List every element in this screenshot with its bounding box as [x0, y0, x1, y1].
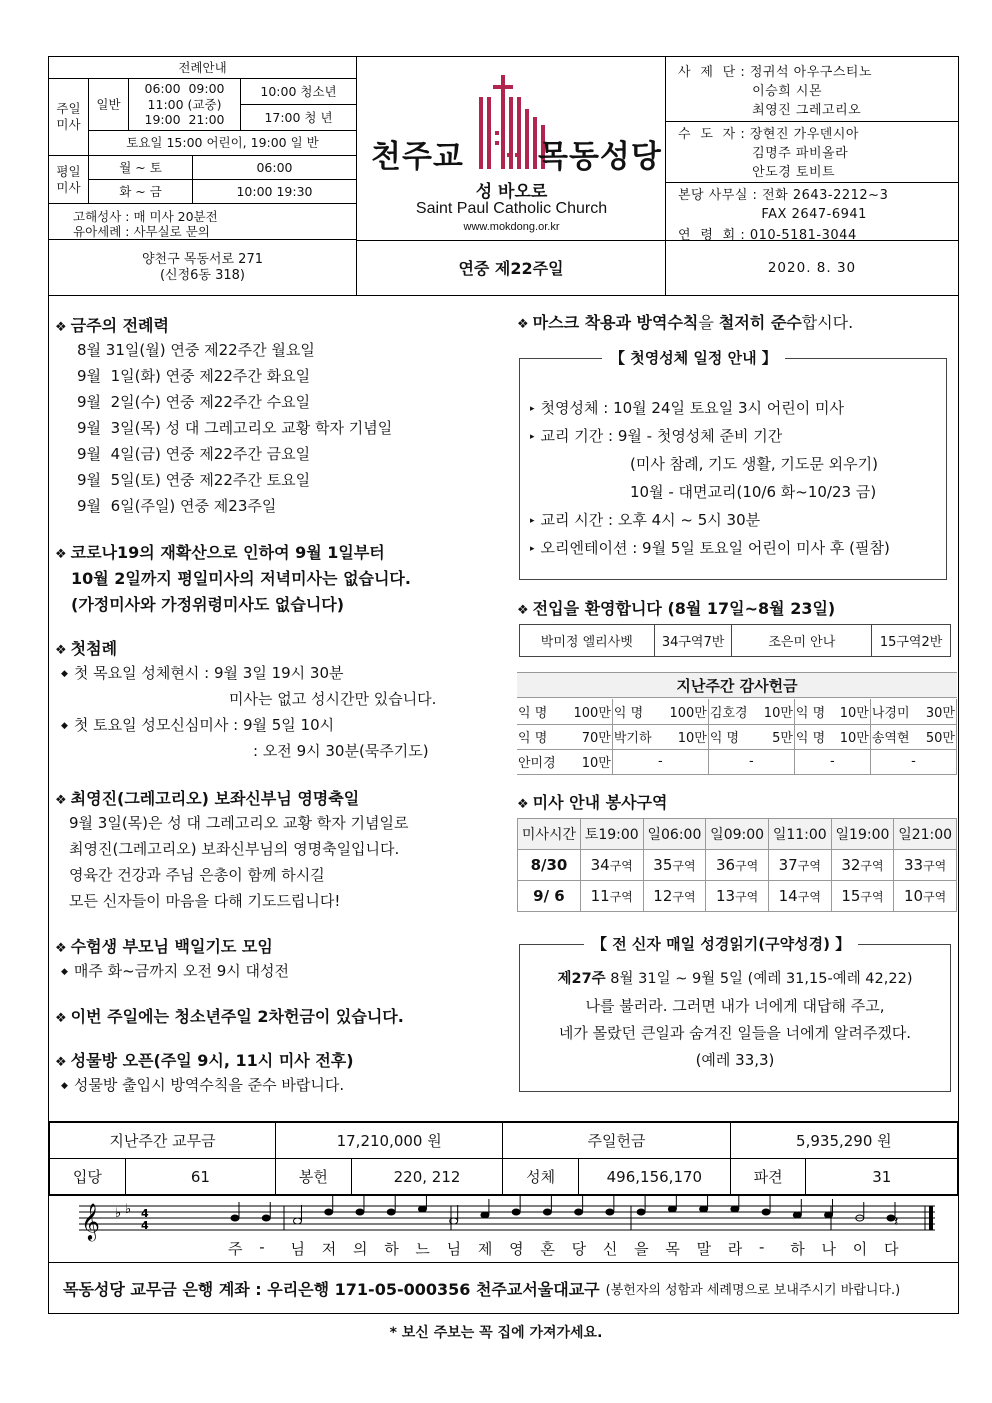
sunday-offering-label: 주일헌금 [503, 1123, 730, 1159]
music-note [356, 1209, 364, 1215]
youth-collection-notice: ❖ 이번 주일에는 청소년주일 2차헌금이 있습니다. [55, 1007, 404, 1026]
donor-name: - [708, 749, 794, 774]
covid-notice-line: 10월 2일까지 평일미사의 저녁미사는 없습니다. [71, 569, 411, 588]
music-note [825, 1212, 833, 1218]
welcome-zone: 34구역7반 [654, 625, 732, 657]
calendar-item: 9월 4일(금) 연중 제22주간 금요일 [77, 445, 311, 463]
donor-name: 익 명 [612, 699, 660, 724]
entrance-label: 입당 [50, 1159, 126, 1195]
communion-note: 10월 - 대면교리(10/6 화~10/23 금) [630, 483, 877, 501]
finance-table [49, 1122, 958, 1195]
fund-value: 17,210,000 원 [276, 1123, 503, 1159]
gift-shop-item: ◆ 성물방 출입시 방역수칙을 준수 바랍니다. [61, 1076, 345, 1094]
service-zone: 14구역 [768, 881, 831, 912]
donor-name: 익 명 [794, 724, 832, 749]
donation-amount: 30만 [919, 699, 957, 724]
patron-saint: 성 바오로 [475, 182, 548, 202]
music-note [700, 1206, 708, 1212]
feast-day-line: 최영진(그레고리오) 보좌신부님의 영명축일입니다. [69, 840, 400, 858]
calendar-item: 9월 3일(목) 성 대 그레고리오 교황 학자 기념일 [77, 419, 393, 437]
donation-amount: 70만 [565, 724, 613, 749]
music-note [418, 1206, 426, 1212]
bible-reading-range: 제27주 8월 31일 ~ 9월 5일 (예레 31,15-예레 42,22) [557, 971, 913, 987]
service-header-cell: 미사시간 [518, 819, 581, 850]
svg-text:𝄽: 𝄽 [894, 1214, 899, 1230]
take-home-note: * 보신 주보는 꼭 집에 가져가세요. [389, 1325, 603, 1341]
bible-reading-title: 【 전 신자 매일 성경읽기(구약성경) 】 [584, 933, 858, 954]
offering-table [517, 699, 957, 775]
exam-prayer-item: ◆ 매주 화~금까지 오전 9시 대성전 [61, 962, 289, 980]
first-devotion-item: ◆ 첫 토요일 성모신심미사 : 9월 5일 10시 [61, 716, 335, 734]
first-devotion-note: : 오전 9시 30분(묵주기도) [253, 742, 429, 760]
service-header-row [518, 819, 957, 850]
service-row [518, 881, 957, 912]
church-english-name: Saint Paul Catholic Church [415, 200, 608, 217]
svg-text:4: 4 [141, 1219, 149, 1232]
communion-item: ▸ 첫영성체 : 10월 24일 토요일 3시 어린이 미사 [530, 399, 845, 417]
music-note [731, 1206, 739, 1212]
bulletin-page [48, 56, 959, 1314]
svg-text:4: 4 [141, 1207, 149, 1220]
lyric-syllable: 님 [290, 1240, 305, 1258]
calendar-item: 9월 6일(주일) 연중 제23주일 [77, 497, 277, 515]
feast-day-title: ❖ 최영진(그레고리오) 보좌신부님 영명축일 [55, 789, 360, 808]
fund-label: 지난주간 교무금 [50, 1123, 276, 1159]
service-zone: 15구역 [831, 881, 894, 912]
calendar-item: 9월 5일(토) 연중 제22주간 토요일 [77, 471, 311, 489]
svg-text:♭: ♭ [125, 1202, 132, 1217]
music-note [387, 1209, 395, 1215]
lyric-syllable: 라 [727, 1240, 743, 1258]
first-devotion-item: ◆ 첫 목요일 성체현시 : 9월 3일 19시 30분 [61, 664, 344, 682]
service-zone: 34구역 [580, 850, 643, 881]
music-note [262, 1215, 270, 1221]
young-adult-mass-time: 17:00 청 년 [241, 105, 356, 131]
communion-value: 496,156,170 [579, 1159, 731, 1195]
hymn-score [49, 1195, 958, 1263]
bible-reading-box [519, 935, 951, 1092]
service-header-cell: 일19:00 [831, 819, 894, 850]
bulletin-date: 2020. 8. 30 [666, 240, 958, 296]
calendar-item: 8월 31일(월) 연중 제22주간 월요일 [77, 341, 315, 359]
service-header-cell: 토19:00 [580, 819, 643, 850]
dismissal-value: 31 [806, 1159, 958, 1195]
donor-name: 나경미 [870, 699, 918, 724]
offering-row [517, 699, 957, 724]
religious-list: 수 도 자 : 장현진 가우덴시아 김명주 파비올라 안도경 토비트 [678, 127, 859, 180]
donor-name: 익 명 [794, 699, 832, 724]
bank-account-note: (봉헌자의 성함과 세례명으로 보내주시기 바랍니다.) [605, 1282, 901, 1298]
lyric-syllable: 하 [384, 1240, 399, 1258]
lyric-syllable: 저 [321, 1240, 337, 1258]
church-name-part1: 천주교 [371, 139, 464, 175]
communion-label: 성체 [503, 1159, 579, 1195]
calendar-section-title: ❖ 금주의 전례력 [55, 316, 169, 335]
music-note [481, 1212, 489, 1218]
ilban-times: 06:00 09:00 11:00 (교중) 19:00 21:00 [129, 79, 241, 131]
music-note [668, 1206, 676, 1212]
service-zone: 13구역 [706, 881, 769, 912]
lyric-syllable: 느 [415, 1240, 430, 1258]
communion-item: ▸ 교리 기간 : 9월 - 첫영성체 준비 기간 [530, 427, 783, 445]
offertory-label: 봉헌 [276, 1159, 352, 1195]
offering-title: 지난주간 감사헌금 [517, 672, 957, 698]
svg-text:♭: ♭ [115, 1206, 122, 1221]
bible-verse-line: 네가 몰랐던 큰일과 숨겨진 일들을 너에게 알려주겠다. [558, 1024, 912, 1042]
lyric-syllable: 다 [884, 1240, 899, 1258]
sunday-offering-value: 5,935,290 원 [730, 1123, 957, 1159]
lyric-syllable: 신 [602, 1240, 618, 1258]
weekday-days-1: 월 ~ 토 [89, 156, 193, 180]
bulletin-body [49, 296, 958, 1122]
feast-day-line: 영육간 건강과 주님 은총이 함께 하시길 [69, 866, 325, 884]
donor-name: 익 명 [517, 699, 565, 724]
lyric-syllable: 의 [352, 1240, 368, 1258]
music-note [325, 1209, 333, 1215]
weekday-time-2: 10:00 19:30 [193, 180, 356, 204]
covid-notice-title: ❖ 코로나19의 재확산으로 인하여 9월 1일부터 [55, 543, 385, 562]
bulletin-header [49, 57, 958, 296]
first-devotion-note: 미사는 없고 성시간만 있습니다. [229, 690, 437, 708]
service-zone: 36구역 [706, 850, 769, 881]
donor-name: 김호경 [708, 699, 756, 724]
saturday-mass-line: 토요일 15:00 어린이, 19:00 일 반 [89, 131, 356, 156]
communion-note: (미사 참례, 기도 생활, 기도문 외우기) [630, 455, 878, 473]
service-zone: 33구역 [894, 850, 957, 881]
infant-baptism-info: 유아세례 : 사무실로 문의 [73, 224, 210, 239]
lyric-syllable: 하 [790, 1240, 805, 1258]
staff-info [666, 57, 958, 296]
music-note [543, 1209, 551, 1215]
service-zone-table [517, 818, 957, 912]
donor-name: - [794, 749, 870, 774]
service-header-cell: 일09:00 [706, 819, 769, 850]
entrance-value: 61 [125, 1159, 275, 1195]
welcome-table [519, 624, 951, 657]
music-note [793, 1212, 801, 1218]
donation-amount: 50만 [919, 724, 957, 749]
week-title: 연중 제22주일 [357, 240, 665, 296]
mask-notice: ❖ 마스크 착용과 방역수칙을 철저히 준수합시다. [517, 313, 854, 332]
service-row [518, 850, 957, 881]
covid-notice-line: (가정미사와 가정위령미사도 없습니다) [71, 595, 345, 614]
calendar-item: 9월 2일(수) 연중 제22주간 수요일 [77, 393, 311, 411]
offertory-value: 220, 212 [351, 1159, 503, 1195]
donor-name: 박기하 [612, 724, 660, 749]
sunday-mass-label: 주일 미사 [49, 79, 89, 156]
welcome-name: 조은미 안나 [732, 625, 872, 657]
service-header-cell: 일06:00 [643, 819, 706, 850]
donor-name: 안미경 [517, 749, 565, 774]
welcome-title: ❖ 전입을 환영합니다 (8월 17일~8월 23일) [517, 599, 836, 618]
feast-day-line: 모든 신자들이 마음을 다해 기도드립니다! [69, 892, 341, 910]
offering-row [517, 724, 957, 749]
mass-schedule [49, 57, 357, 296]
hymn-lyrics [49, 1238, 958, 1260]
lyric-syllable: 목 [665, 1240, 680, 1258]
lyric-syllable: 이 [852, 1240, 868, 1258]
lyric-syllable: - [759, 1238, 765, 1256]
lyric-syllable: 말 [696, 1240, 712, 1258]
first-devotion-title: ❖ 첫첨례 [55, 639, 118, 658]
feast-day-line: 9월 3일(목)은 성 대 그레고리오 교황 학자 기념일로 [69, 814, 409, 832]
lyric-syllable: 나 [821, 1240, 837, 1258]
gift-shop-title: ❖ 성물방 오픈(주일 9시, 11시 미사 전후) [55, 1051, 354, 1070]
bible-verse-line: 나를 불러라. 그러면 내가 너에게 대답해 주고, [585, 997, 885, 1015]
service-zone: 32구역 [831, 850, 894, 881]
clergy-list: 사 제 단 : 정귀석 아우구스티노 이승희 시몬 최영진 그레고리오 [678, 65, 873, 118]
confession-info: 고해성사 : 매 미사 20분전 [73, 209, 218, 224]
donation-amount: 10만 [832, 724, 870, 749]
donor-name: - [870, 749, 956, 774]
service-zone: 11구역 [580, 881, 643, 912]
parish-office: 본당 사무실 : 전화 2643-2212~3 FAX 2647-6941 [678, 188, 889, 222]
donor-name: - [612, 749, 708, 774]
music-note [512, 1209, 520, 1215]
donation-amount: 10만 [661, 724, 709, 749]
weekday-days-2: 화 ~ 금 [89, 180, 193, 204]
service-zone: 37구역 [768, 850, 831, 881]
lyric-syllable: - [259, 1238, 265, 1256]
donation-amount: 5만 [757, 724, 795, 749]
service-header-cell: 일11:00 [768, 819, 831, 850]
church-logo-area [357, 57, 666, 296]
church-address: 양천구 목동서로 271 (신정6동 318) [142, 251, 263, 283]
music-note [293, 1218, 301, 1224]
ilban-label: 일반 [89, 79, 129, 131]
first-communion-box [519, 349, 947, 580]
communion-item: ▸ 오리엔테이션 : 9월 5일 토요일 어린이 미사 후 (필참) [530, 539, 890, 557]
bible-verse-ref: (예레 33,3) [695, 1051, 775, 1069]
youth-mass-time: 10:00 청소년 [241, 79, 356, 105]
communion-item: ▸ 교리 시간 : 오후 4시 ~ 5시 30분 [530, 511, 761, 529]
weekday-time-1: 06:00 [193, 156, 356, 180]
donation-amount: 10만 [757, 699, 795, 724]
service-zone-title: ❖ 미사 안내 봉사구역 [517, 793, 668, 812]
lyric-syllable: 혼 [540, 1240, 555, 1258]
lyric-syllable: 제 [477, 1240, 493, 1258]
donor-name: 익 명 [708, 724, 756, 749]
donation-amount: 100만 [661, 699, 709, 724]
music-note [231, 1215, 239, 1221]
offering-row [517, 749, 957, 774]
donor-name: 송역현 [870, 724, 918, 749]
lyric-syllable: 영 [509, 1240, 524, 1258]
bank-account-text: 목동성당 교무금 은행 계좌 : 우리은행 171-05-000356 천주교서울대교구 [63, 1279, 600, 1299]
service-zone: 35구역 [643, 850, 706, 881]
church-website[interactable]: www.mokdong.or.kr [463, 221, 560, 233]
bank-account-line [49, 1263, 958, 1313]
welcome-zone: 15구역2반 [872, 625, 951, 657]
music-note [637, 1209, 645, 1215]
liturgy-title: 전례안내 [49, 57, 356, 79]
svg-text:𝄞: 𝄞 [81, 1202, 100, 1240]
church-name-part2: 목동성당 [538, 139, 662, 175]
first-communion-title: 【 첫영성체 일정 안내 】 [602, 347, 785, 368]
service-date: 8/30 [518, 850, 581, 881]
donor-name: 익 명 [517, 724, 565, 749]
funeral-society-contact: 연 령 회 : 010-5181-3044 [678, 228, 857, 243]
service-zone: 12구역 [643, 881, 706, 912]
exam-prayer-title: ❖ 수험생 부모님 백일기도 모임 [55, 937, 273, 956]
dismissal-label: 파견 [730, 1159, 806, 1195]
welcome-name: 박미정 엘리사벳 [520, 625, 655, 657]
lyric-syllable: 주 [228, 1240, 243, 1258]
service-header-cell: 일21:00 [894, 819, 957, 850]
lyric-syllable: 님 [446, 1240, 462, 1258]
music-note [762, 1209, 770, 1215]
service-zone: 10구역 [894, 881, 957, 912]
service-date: 9/ 6 [518, 881, 581, 912]
music-note [575, 1209, 583, 1215]
calendar-item: 9월 1일(화) 연중 제22주간 화요일 [77, 367, 311, 385]
donation-amount: 10만 [832, 699, 870, 724]
weekday-mass-label: 평일 미사 [49, 156, 89, 204]
donation-amount: 100만 [565, 699, 613, 724]
lyric-syllable: 을 [634, 1240, 649, 1258]
donation-amount: 10만 [565, 749, 613, 774]
lyric-syllable: 당 [571, 1240, 587, 1258]
music-note [606, 1209, 614, 1215]
